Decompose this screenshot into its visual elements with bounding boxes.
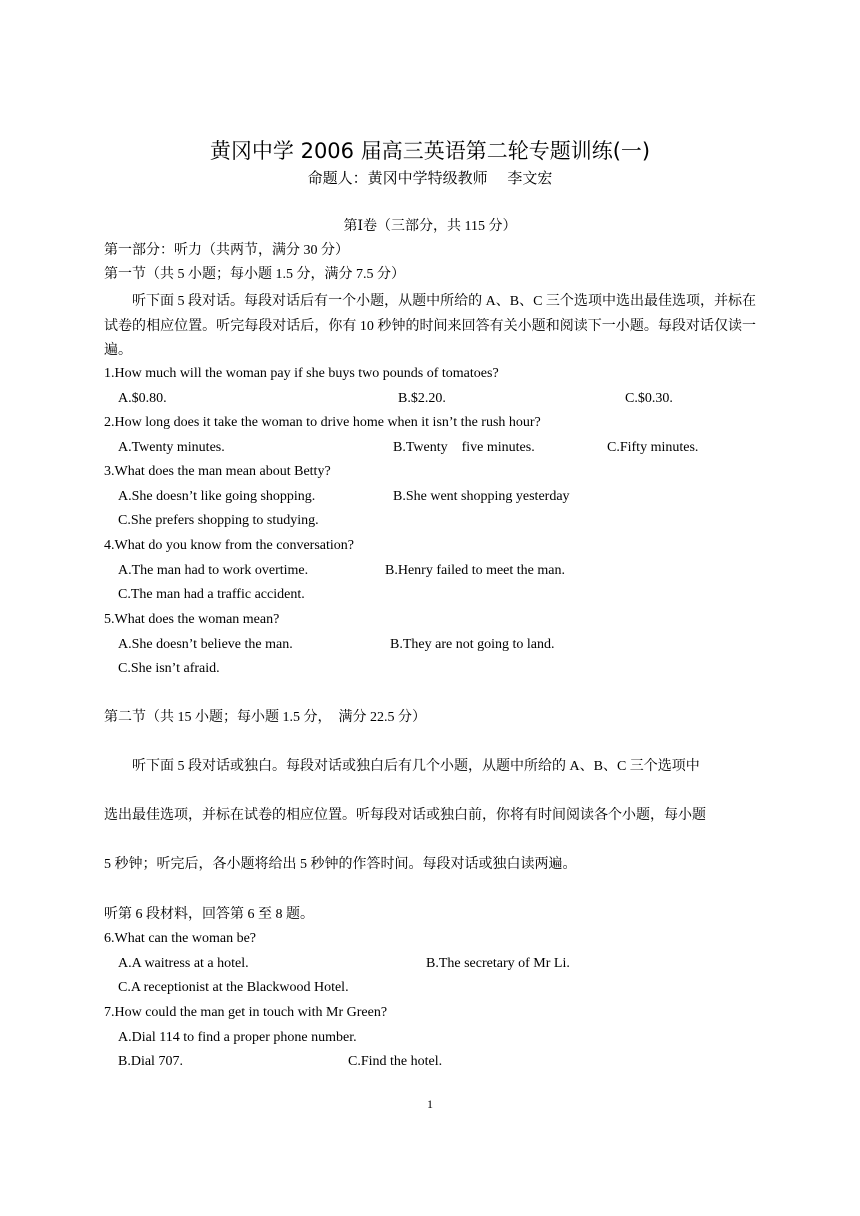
author-line: 命题人：黄冈中学特级教师 李文宏 xyxy=(307,169,553,187)
question-2-stem: 2.How long does it take the woman to drive home when it isn’t the rush hour? xyxy=(104,415,541,430)
question-1-option-b: B.$2.20. xyxy=(398,391,446,406)
question-5-stem: 5.What does the woman mean? xyxy=(104,612,280,627)
question-3-stem: 3.What does the man mean about Betty? xyxy=(104,464,331,479)
part1-heading: 第一部分：听力（共两节，满分 30 分） xyxy=(104,243,349,258)
question-4-option-c: C.The man had a traffic accident. xyxy=(118,587,305,602)
volume-heading: 第Ⅰ卷（三部分，共 115 分） xyxy=(343,219,517,234)
material-6-heading: 听第 6 段材料，回答第 6 至 8 题。 xyxy=(104,907,314,922)
question-7-option-c: C.Find the hotel. xyxy=(348,1054,443,1069)
question-3-option-a: A.She doesn’t like going shopping. xyxy=(118,489,316,504)
question-6-option-a: A.A waitress at a hotel. xyxy=(118,956,249,971)
question-6-option-c: C.A receptionist at the Blackwood Hotel. xyxy=(118,980,349,995)
question-6-option-b: B.The secretary of Mr Li. xyxy=(426,956,570,971)
question-4-stem: 4.What do you know from the conversation? xyxy=(104,538,354,553)
page-title: 黄冈中学 2006 届高三英语第二轮专题训练(一) xyxy=(209,139,651,163)
question-6-stem: 6.What can the woman be? xyxy=(104,931,256,946)
question-2-option-c: C.Fifty minutes. xyxy=(607,440,699,455)
section2-instructions-line-3: 5 秒钟；听完后，各小题将给出 5 秒钟的作答时间。每段对话或独白读两遍。 xyxy=(104,857,577,872)
page-number: 1 xyxy=(427,1097,433,1111)
question-5-option-c: C.She isn’t afraid. xyxy=(118,661,220,676)
question-1-option-a: A.$0.80. xyxy=(118,391,167,406)
question-4-option-b: B.Henry failed to meet the man. xyxy=(385,563,565,578)
section2-instructions-line-1: 听下面 5 段对话或独白。每段对话或独白后有几个小题，从题中所给的 A、B、C 三个选项中 xyxy=(132,759,700,774)
question-5-option-a: A.She doesn’t believe the man. xyxy=(118,637,293,652)
question-7-option-a: A.Dial 114 to find a proper phone number. xyxy=(118,1030,357,1045)
section2-heading: 第二节（共 15 小题；每小题 1.5 分， 满分 22.5 分） xyxy=(104,710,426,725)
question-2-option-b: B.Twenty five minutes. xyxy=(393,440,535,455)
question-7-stem: 7.How could the man get in touch with Mr Green? xyxy=(104,1005,388,1020)
question-3-option-c: C.She prefers shopping to studying. xyxy=(118,513,319,528)
question-4-option-a: A.The man had to work overtime. xyxy=(118,563,309,578)
question-7-option-b: B.Dial 707. xyxy=(118,1054,183,1069)
question-1-option-c: C.$0.30. xyxy=(625,391,673,406)
question-2-option-a: A.Twenty minutes. xyxy=(118,440,225,455)
section1-heading: 第一节（共 5 小题；每小题 1.5 分，满分 7.5 分） xyxy=(104,267,405,282)
question-1-stem: 1.How much will the woman pay if she buys two pounds of tomatoes? xyxy=(104,366,499,381)
question-3-option-b: B.She went shopping yesterday xyxy=(393,489,570,504)
section2-instructions-line-2: 选出最佳选项，并标在试卷的相应位置。听每段对话或独白前，你将有时间阅读各个小题，每小题 xyxy=(104,808,706,823)
section1-instructions: 听下面 5 段对话。每段对话后有一个小题，从题中所给的 A、B、C 三个选项中选出最佳选项，并标在试卷的相应位置。听完每段对话后，你有 10 秒钟的时间来回答有关小题和阅读下一小题。每段对话仅读一遍。 xyxy=(104,294,756,358)
question-5-option-b: B.They are not going to land. xyxy=(390,637,555,652)
